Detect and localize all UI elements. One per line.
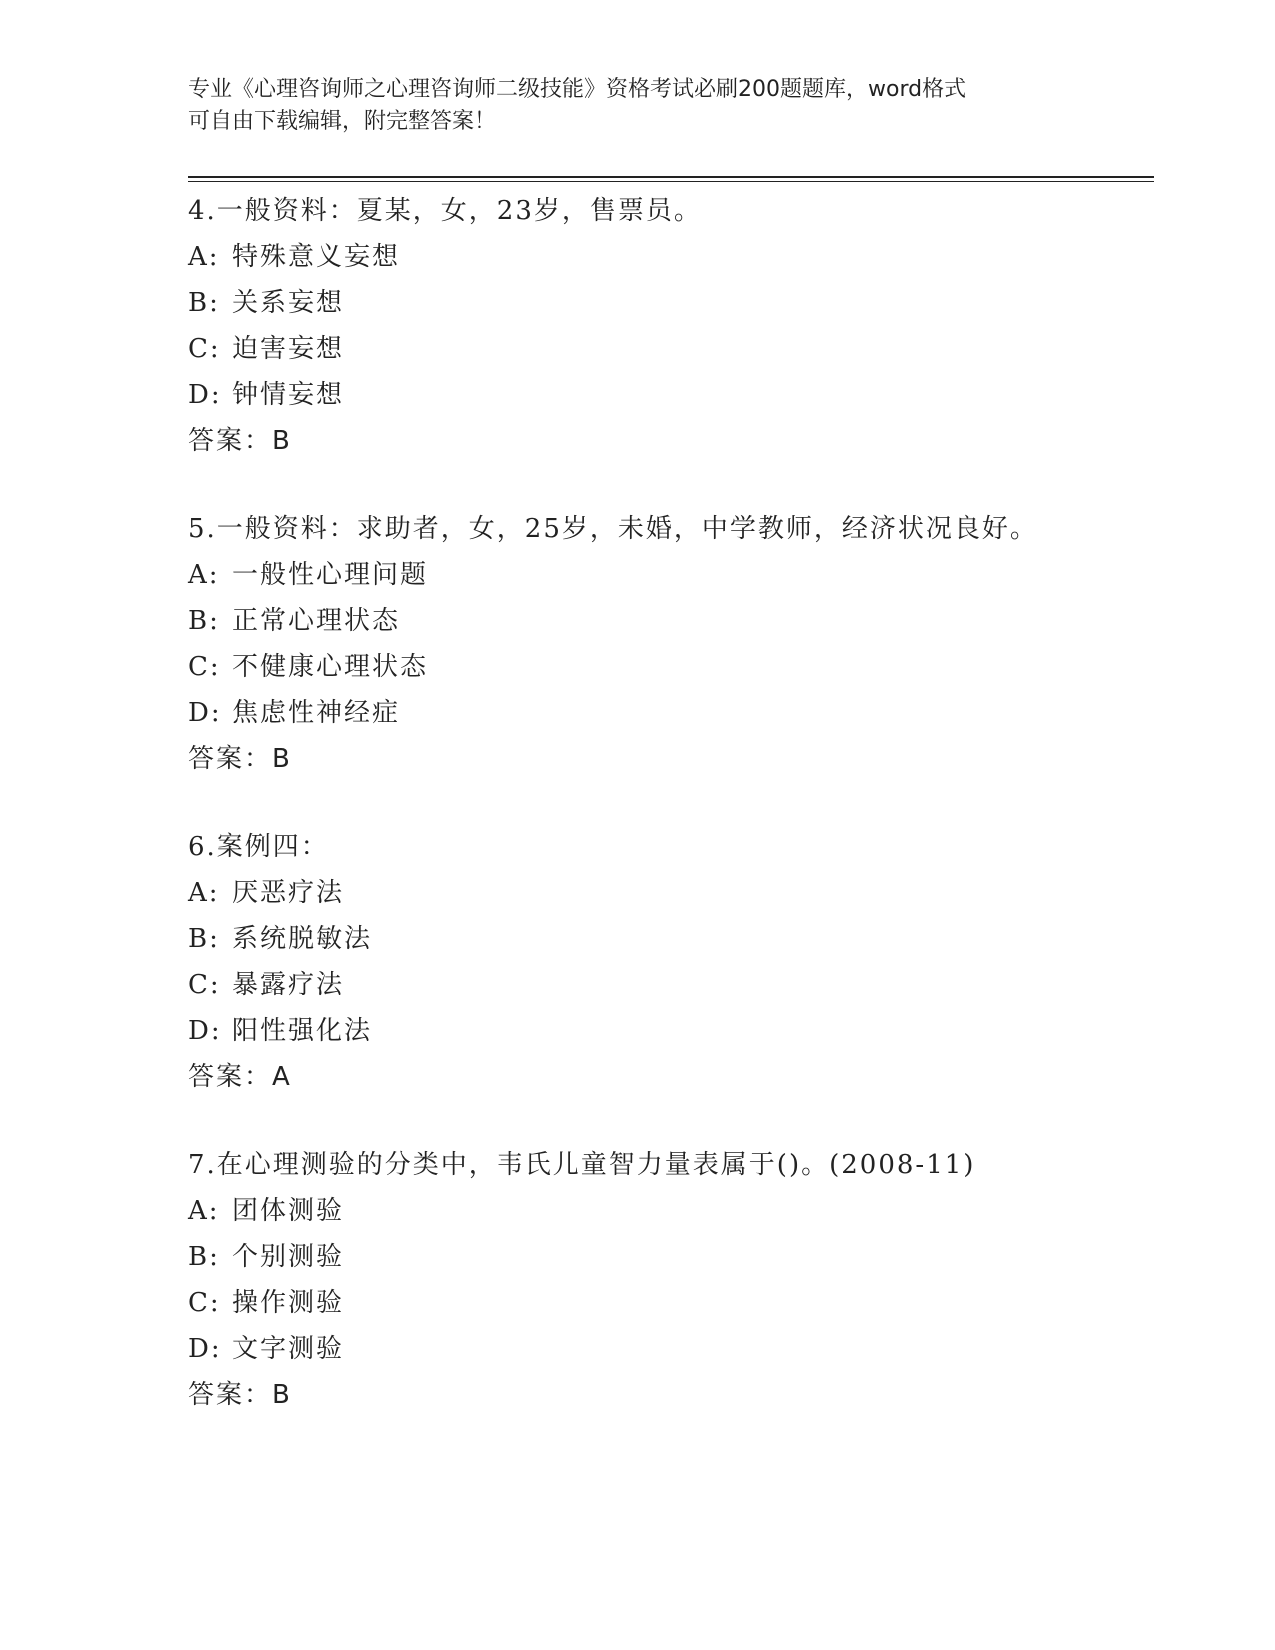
question-4	[188, 188, 1168, 464]
option-text: 阳性强化法	[232, 1016, 373, 1046]
option-text: 操作测验	[232, 1288, 345, 1318]
option-a	[188, 1188, 1168, 1234]
question-stem: 4.一般资料：夏某，女，23岁，售票员。	[188, 196, 702, 226]
option-text: 系统脱敏法	[232, 924, 373, 954]
option-b	[188, 1234, 1168, 1280]
question-stem: 5.一般资料：求助者，女，25岁，未婚，中学教师，经济状况良好。	[188, 514, 1038, 544]
answer-line: 答案：B	[188, 1380, 292, 1410]
option-letter: D:	[188, 1334, 222, 1364]
option-text: 暴露疗法	[232, 970, 345, 1000]
option-text: 厌恶疗法	[232, 878, 345, 908]
option-text: 不健康心理状态	[232, 652, 429, 682]
option-letter: A:	[188, 878, 220, 908]
question-stem: 6.案例四：	[188, 832, 329, 862]
answer-line: 答案：B	[188, 744, 292, 774]
option-c	[188, 326, 1168, 372]
question-7	[188, 1142, 1168, 1418]
option-text: 一般性心理问题	[232, 560, 429, 590]
option-text: 焦虑性神经症	[232, 698, 401, 728]
option-d	[188, 372, 1168, 418]
option-a	[188, 870, 1168, 916]
option-letter: B:	[188, 1242, 220, 1272]
option-letter: C:	[188, 652, 221, 682]
option-text: 关系妄想	[232, 288, 345, 318]
option-a	[188, 234, 1168, 280]
option-text: 迫害妄想	[232, 334, 345, 364]
option-text: 团体测验	[232, 1196, 345, 1226]
header-divider-thick	[188, 176, 1154, 178]
option-letter: B:	[188, 288, 220, 318]
option-text: 个别测验	[232, 1242, 345, 1272]
option-letter: A:	[188, 242, 220, 272]
header-line-1: 专业《心理咨询师之心理咨询师二级技能》资格考试必刷200题题库，word格式	[188, 77, 967, 102]
option-letter: B:	[188, 606, 220, 636]
option-letter: B:	[188, 924, 220, 954]
question-5	[188, 506, 1168, 782]
option-text: 钟情妄想	[232, 380, 345, 410]
document-header	[188, 74, 1078, 138]
question-6	[188, 824, 1168, 1100]
question-list	[188, 188, 1168, 1418]
option-text: 特殊意义妄想	[232, 242, 401, 272]
answer-line: 答案：A	[188, 1062, 292, 1092]
option-b	[188, 280, 1168, 326]
option-text: 正常心理状态	[232, 606, 401, 636]
option-a	[188, 552, 1168, 598]
option-letter: D:	[188, 698, 222, 728]
option-c	[188, 962, 1168, 1008]
option-letter: C:	[188, 334, 221, 364]
answer-line: 答案：B	[188, 426, 292, 456]
question-stem: 7.在心理测验的分类中，韦氏儿童智力量表属于()。(2008-11)	[188, 1150, 976, 1180]
option-letter: D:	[188, 1016, 222, 1046]
option-d	[188, 690, 1168, 736]
option-d	[188, 1008, 1168, 1054]
option-letter: A:	[188, 1196, 220, 1226]
option-c	[188, 1280, 1168, 1326]
option-letter: A:	[188, 560, 220, 590]
header-divider-thin	[188, 181, 1154, 182]
option-text: 文字测验	[232, 1334, 345, 1364]
option-b	[188, 916, 1168, 962]
option-letter: C:	[188, 1288, 221, 1318]
option-b	[188, 598, 1168, 644]
option-letter: C:	[188, 970, 221, 1000]
option-d	[188, 1326, 1168, 1372]
option-c	[188, 644, 1168, 690]
header-line-2: 可自由下载编辑，附完整答案！	[188, 109, 497, 134]
option-letter: D:	[188, 380, 222, 410]
